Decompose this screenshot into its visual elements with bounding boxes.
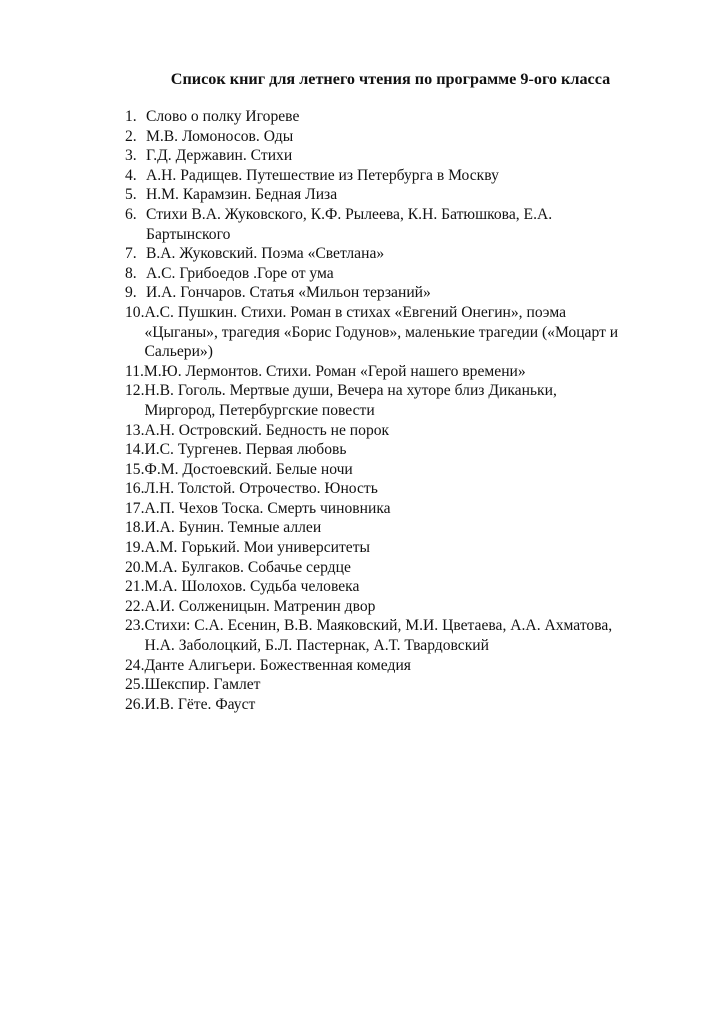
list-item-line: Слово о полку Игореве (146, 108, 300, 125)
list-item-number: 9. (125, 284, 137, 302)
list-item-number: 25. (125, 676, 145, 694)
list-item-text (145, 675, 676, 695)
list-item (125, 107, 675, 127)
list-item (125, 460, 675, 480)
list-item-number: 11. (125, 362, 144, 380)
list-item-line: Л.Н. Толстой. Отрочество. Юность (144, 480, 378, 498)
list-item-text (146, 185, 675, 205)
list-item (125, 616, 675, 655)
list-item (125, 205, 675, 244)
page-title: Список книг для летнего чтения по программе 9-ого класса (170, 70, 611, 88)
list-item-line: Г.Д. Державин. Стихи (146, 147, 293, 165)
list-item-line: «Цыганы», трагедия «Борис Годунов», маленькие трагедии («Моцарт и (144, 323, 619, 341)
list-item-text (146, 127, 675, 147)
list-item-number: 5. (125, 186, 137, 204)
list-item-number: 3. (125, 147, 137, 165)
list-item (125, 264, 675, 284)
list-item-line: М.А. Булгаков. Собачье сердце (144, 558, 351, 576)
list-item-number: 7. (125, 245, 137, 263)
list-item-line: М.Ю. Лермонтов. Стихи. Роман «Герой нашего времени» (143, 362, 526, 380)
list-item-text (146, 244, 675, 264)
list-item-text (145, 518, 676, 538)
list-item-line: Н.А. Заболоцкий, Б.Л. Пастернак, А.Т. Твардовский (144, 637, 489, 655)
list-item (125, 558, 675, 578)
list-item-line: В.А. Жуковский. Поэма «Светлана» (146, 245, 385, 263)
list-item-text (145, 303, 676, 362)
list-item-line: Шекспир. Гамлет (144, 676, 261, 694)
list-item-text (146, 146, 675, 166)
list-item-number: 8. (125, 264, 137, 282)
list-item-line: А.С. Грибоедов .Горе от ума (146, 264, 334, 282)
list-item-text (146, 166, 675, 186)
list-item-line: Стихи В.А. Жуковского, К.Ф. Рылеева, К.Н. Батюшкова, Е.А. (146, 205, 553, 223)
list-item-number: 22. (125, 597, 145, 615)
list-item (125, 597, 675, 617)
list-item-line: А.М. Горький. Мои университеты (144, 539, 371, 557)
list-item (125, 499, 675, 519)
list-item (125, 244, 675, 264)
list-item-line: И.А. Гончаров. Статья «Мильон терзаний» (146, 284, 431, 302)
list-item-line: Бартынского (146, 225, 231, 243)
list-item-number: 19. (125, 539, 145, 557)
list-item (125, 675, 675, 695)
list-item (125, 303, 675, 362)
list-item-text (144, 362, 675, 382)
list-item-text (145, 695, 676, 715)
list-item (125, 362, 675, 382)
list-item-line: Н.М. Карамзин. Бедная Лиза (146, 186, 338, 204)
list-item-line: Сальери») (144, 343, 213, 361)
list-item-number: 12. (125, 382, 145, 400)
list-item-text (145, 597, 676, 617)
list-item-number: 10. (125, 303, 145, 321)
list-item (125, 538, 675, 558)
list-item-text (146, 205, 675, 244)
list-item-number: 16. (125, 480, 145, 498)
list-item-text (146, 283, 675, 303)
list-item-number: 14. (125, 441, 145, 459)
list-item-text (145, 558, 676, 578)
list-item-number: 21. (125, 578, 145, 596)
list-item (125, 185, 675, 205)
list-item-line: Ф.М. Достоевский. Белые ночи (144, 460, 353, 478)
list-item-text (145, 577, 676, 597)
list-item-line: А.П. Чехов Тоска. Смерть чиновника (144, 499, 391, 517)
list-item-line: А.Н. Радищев. Путешествие из Петербурга в Москву (146, 166, 499, 184)
list-item-number: 1. (125, 108, 137, 125)
list-item (125, 479, 675, 499)
list-item-number: 26. (125, 695, 145, 713)
list-item-line: А.И. Солженицын. Матренин двор (144, 597, 376, 615)
list-item-line: Стихи: С.А. Есенин, В.В. Маяковский, М.И. Цветаева, А.А. Ахматова, (144, 617, 613, 635)
list-item-number: 18. (125, 519, 145, 537)
list-item-text (145, 499, 676, 519)
list-item-text (145, 538, 676, 558)
list-item (125, 127, 675, 147)
list-item-text (145, 421, 676, 441)
list-item-text (145, 460, 676, 480)
list-item (125, 166, 675, 186)
list-item-line: Данте Алигьери. Божественная комедия (144, 656, 411, 674)
list-item-line: М.В. Ломоносов. Оды (146, 127, 294, 145)
list-item (125, 146, 675, 166)
list-item-text (145, 479, 676, 499)
list-item (125, 421, 675, 441)
list-item (125, 577, 675, 597)
list-item-text (146, 264, 675, 284)
list-item-line: А.С. Пушкин. Стихи. Роман в стихах «Евгений Онегин», поэма (144, 303, 567, 321)
list-item-number: 6. (125, 205, 137, 223)
list-item-number: 15. (125, 460, 145, 478)
list-item-line: И.В. Гёте. Фауст (144, 695, 256, 713)
list-item-text (145, 381, 676, 420)
list-item-number: 20. (125, 558, 145, 576)
list-item-number: 13. (125, 421, 145, 439)
list-item (125, 381, 675, 420)
list-item-line: И.А. Бунин. Темные аллеи (144, 519, 322, 537)
list-item-line: А.Н. Островский. Бедность не порок (144, 421, 390, 439)
list-item-line: М.А. Шолохов. Судьба человека (144, 578, 360, 596)
list-item (125, 656, 675, 676)
list-item-line: И.С. Тургенев. Первая любовь (144, 441, 347, 459)
list-item-text (145, 656, 676, 676)
list-item-text (146, 107, 675, 127)
list-item-number: 23. (125, 617, 145, 635)
list-item-number: 24. (125, 656, 145, 674)
list-item (125, 440, 675, 460)
list-item-number: 17. (125, 499, 145, 517)
list-item-number: 2. (125, 127, 137, 145)
list-item-text (145, 616, 676, 655)
list-item-text (145, 440, 676, 460)
list-item-line: Миргород, Петербургские повести (144, 401, 375, 419)
list-item (125, 695, 675, 715)
list-item-number: 4. (125, 166, 137, 184)
list-item (125, 518, 675, 538)
list-item-line: Н.В. Гоголь. Мертвые души, Вечера на хуторе близ Диканьки, (144, 382, 557, 400)
list-item (125, 283, 675, 303)
book-list (125, 107, 675, 714)
